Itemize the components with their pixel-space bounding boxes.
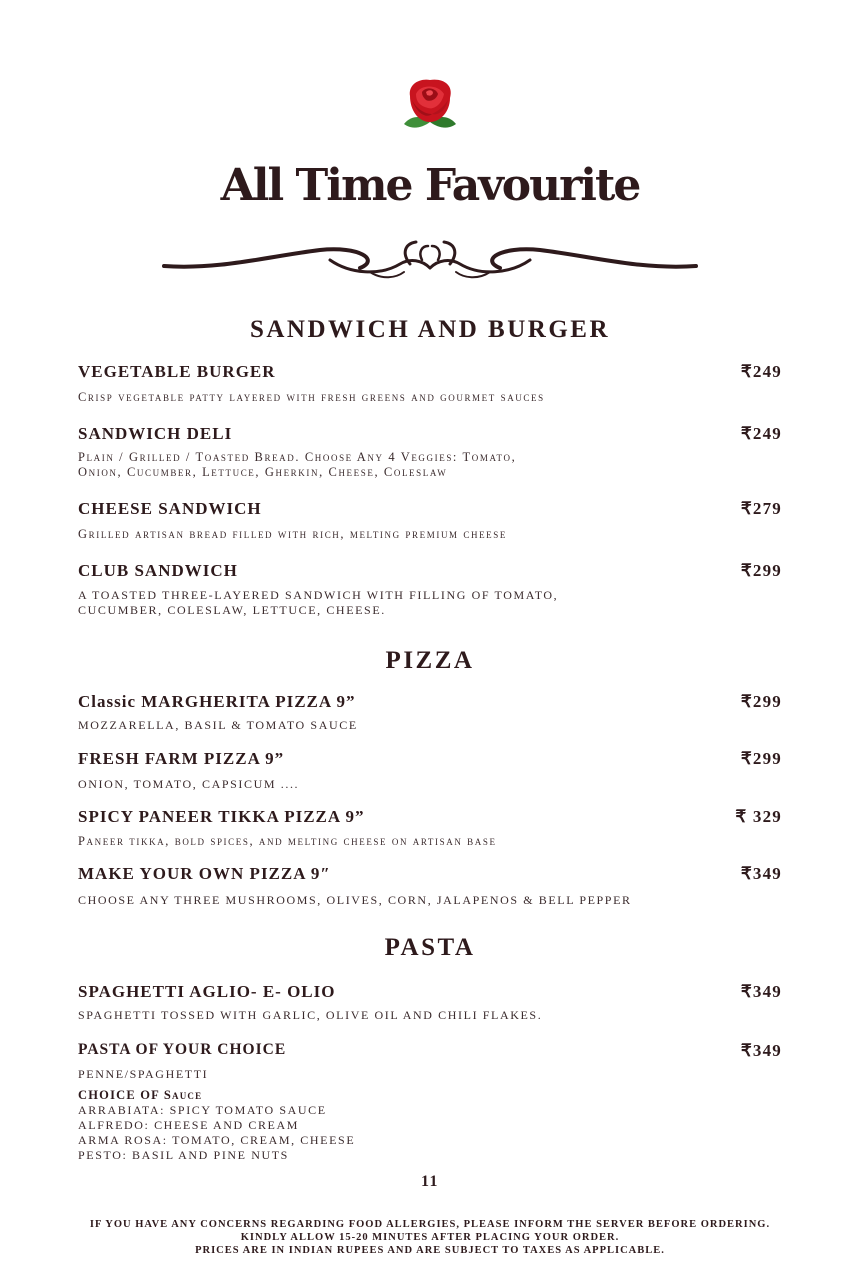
item-price: ₹ 329 <box>735 807 782 826</box>
sauce-option: ALFREDO: CHEESE AND CREAM <box>78 1118 300 1132</box>
item-description-line: Plain / Grilled / Toasted Bread. Choose Any 4 Veggies: Tomato, <box>78 450 517 464</box>
section-heading-pasta: PASTA <box>384 934 476 961</box>
item-name: PASTA OF YOUR CHOICE <box>78 1041 287 1058</box>
item-name: FRESH FARM PIZZA 9” <box>78 749 285 768</box>
item-price: ₹299 <box>740 749 782 768</box>
item-description: Paneer tikka, bold spices, and melting cheese on artisan base <box>78 834 497 848</box>
sauce-option: ARRABIATA: SPICY TOMATO SAUCE <box>78 1103 327 1117</box>
item-description: ONION, TOMATO, CAPSICUM .... <box>78 777 300 791</box>
item-price: ₹349 <box>740 982 782 1001</box>
item-name: CLUB SANDWICH <box>78 561 238 580</box>
item-description: MOZZARELLA, BASIL & TOMATO SAUCE <box>78 718 358 732</box>
sauce-choice-title: CHOICE OF Sauce <box>78 1088 203 1102</box>
item-name: VEGETABLE BURGER <box>78 362 276 381</box>
footer-line: KINDLY ALLOW 15-20 MINUTES AFTER PLACING YOUR ORDER. <box>240 1232 620 1243</box>
page-number: 11 <box>420 1173 440 1190</box>
item-description-line: CUCUMBER, COLESLAW, LETTUCE, CHEESE. <box>78 603 386 617</box>
item-name: SPICY PANEER TIKKA PIZZA 9” <box>78 807 365 826</box>
footer-notice <box>0 1218 860 1257</box>
sauce-option: ARMA ROSA: TOMATO, CREAM, CHEESE <box>78 1133 356 1147</box>
item-description: SPAGHETTI TOSSED WITH GARLIC, OLIVE OIL AND CHILI FLAKES. <box>78 1008 543 1022</box>
item-description-line: Onion, Cucumber, Lettuce, Gherkin, Cheese, Coleslaw <box>78 465 448 479</box>
footer-line: PRICES ARE IN INDIAN RUPEES AND ARE SUBJECT TO TAXES AS APPLICABLE. <box>195 1245 665 1256</box>
sauce-choice-list <box>78 1103 355 1163</box>
page-title: All Time Favourite <box>220 160 640 211</box>
item-description: Grilled artisan bread filled with rich, melting premium cheese <box>78 527 507 541</box>
item-name: SPAGHETTI AGLIO- E- OLIO <box>78 982 336 1001</box>
item-description: PENNE/SPAGHETTI <box>78 1067 209 1081</box>
item-description-line: A TOASTED THREE-LAYERED SANDWICH WITH FILLING OF TOMATO, <box>78 588 559 602</box>
item-price: ₹249 <box>740 424 782 443</box>
rose-icon <box>398 74 462 134</box>
item-description <box>78 450 698 480</box>
item-price: ₹299 <box>740 692 782 711</box>
section-heading-pizza: PIZZA <box>385 647 475 674</box>
item-name: Classic MARGHERITA PIZZA 9” <box>78 692 356 711</box>
footer-line: IF YOU HAVE ANY CONCERNS REGARDING FOOD ALLERGIES, PLEASE INFORM THE SERVER BEFORE ORDERING. <box>89 1219 771 1230</box>
flourish-divider-icon <box>160 238 700 288</box>
item-price: ₹299 <box>740 561 782 580</box>
item-price: ₹349 <box>740 1041 782 1060</box>
sauce-option: PESTO: BASIL AND PINE NUTS <box>78 1148 289 1162</box>
item-price: ₹279 <box>740 499 782 518</box>
item-price: ₹249 <box>740 362 782 381</box>
item-description: Crisp vegetable patty layered with fresh greens and gourmet sauces <box>78 390 545 404</box>
item-name: CHEESE SANDWICH <box>78 499 262 518</box>
section-heading-sandwich-and-burger: SANDWICH AND BURGER <box>249 316 611 343</box>
item-name: SANDWICH DELI <box>78 424 233 443</box>
item-description: CHOOSE ANY THREE MUSHROOMS, OLIVES, CORN, JALAPENOS & BELL PEPPER <box>78 893 632 907</box>
item-name: MAKE YOUR OWN PIZZA 9″ <box>78 864 331 883</box>
item-price: ₹349 <box>740 864 782 883</box>
item-description <box>78 588 698 618</box>
